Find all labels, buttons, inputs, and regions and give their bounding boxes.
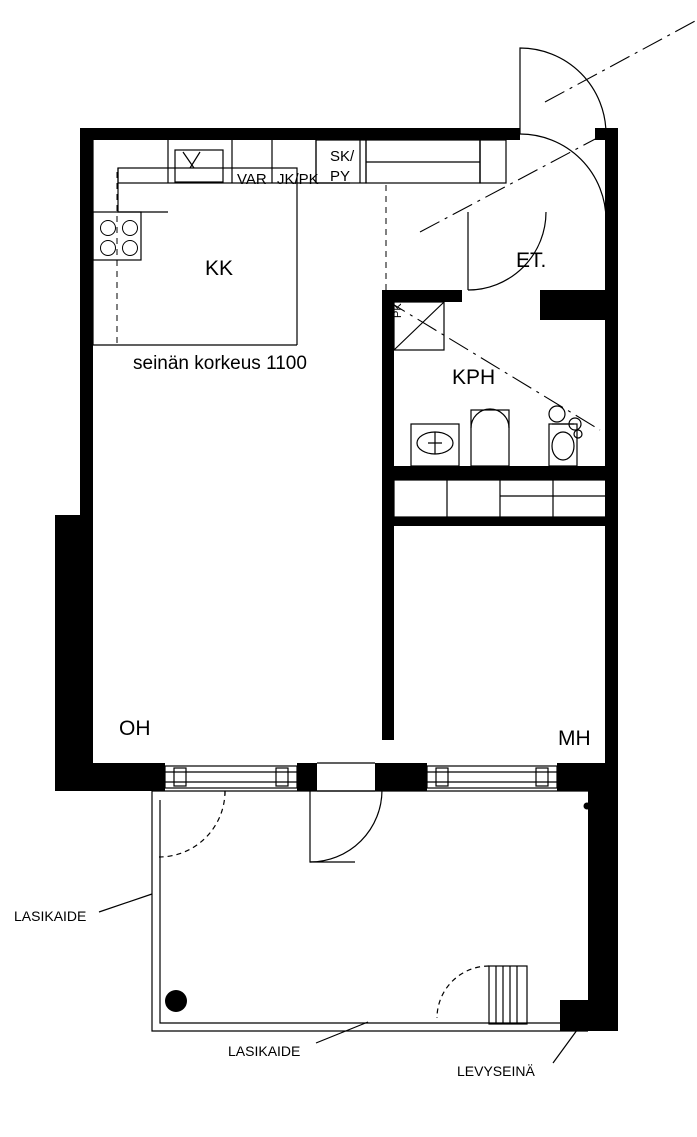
- wall-interior-vertical: [382, 290, 394, 740]
- wall-kph-bottom: [382, 466, 606, 480]
- wall-left-upper: [80, 128, 93, 520]
- room-label-sk-py-line2: PY: [330, 168, 351, 185]
- room-label-jkpk: JK/PK: [277, 171, 319, 188]
- note-wall-height: seinän korkeus 1100: [133, 353, 307, 374]
- wall-left-lower: [80, 515, 93, 777]
- hob-burner-1: [100, 220, 116, 236]
- wall-storage-bottom: [382, 517, 606, 526]
- room-label-pk: PK: [392, 303, 404, 318]
- wall-top-left: [80, 128, 350, 140]
- room-label-oh: OH: [119, 717, 151, 740]
- wall-top-right: [464, 128, 520, 140]
- hob-burner-3: [100, 240, 116, 256]
- hob-burner-4: [122, 240, 138, 256]
- room-label-mh: MH: [558, 727, 591, 750]
- wall-balcony-bottom-right: [560, 1000, 618, 1031]
- note-levyseina: LEVYSEINÄ: [457, 1063, 535, 1079]
- wall-bottom-main-right: [557, 763, 618, 791]
- room-label-kk: KK: [205, 257, 234, 280]
- wall-bottom-main-left: [55, 763, 165, 791]
- note-lasikaide-bottom: LASIKAIDE: [228, 1043, 301, 1059]
- room-label-var: VAR: [237, 171, 267, 188]
- wall-right-mid: [605, 320, 618, 480]
- room-label-et: ET.: [516, 249, 547, 272]
- wall-right-lower: [605, 480, 618, 777]
- wall-kph-top: [382, 290, 462, 302]
- room-label-sk-py-line1: SK/: [330, 148, 355, 165]
- hob-burner-2: [122, 220, 138, 236]
- wall-balcony-right: [588, 791, 618, 1031]
- wall-right-thick: [540, 290, 618, 320]
- room-label-kph: KPH: [452, 366, 496, 389]
- wall-top-mid: [350, 128, 464, 140]
- wall-bottom-main-mid2: [375, 763, 427, 791]
- note-lasikaide-left: LASIKAIDE: [14, 908, 87, 924]
- wall-bottom-main-mid: [297, 763, 317, 791]
